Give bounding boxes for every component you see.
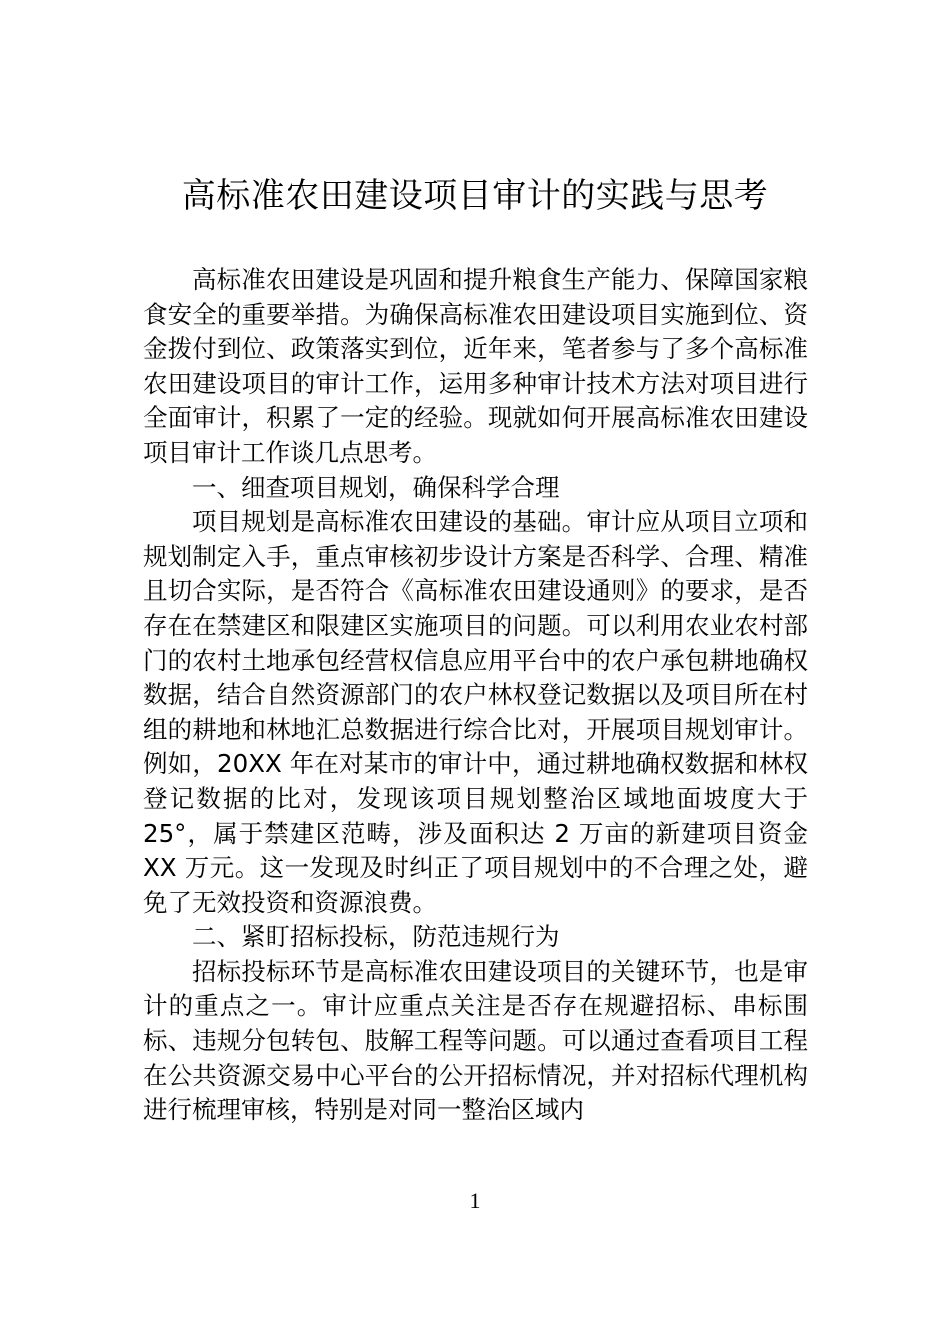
paragraph-section-2: 招标投标环节是高标准农田建设项目的关键环节，也是审计的重点之一。审计应重点关注是否存在规避招标、串标围标、违规分包转包、肢解工程等问题。可以通过查看项目工程在公共资源交易中心平台的公开招标情况，并对招标代理机构进行梳理审核，特别是对同一整治区域内 [143,956,808,1125]
section-heading-1: 一、细查项目规划，确保科学合理 [192,472,560,502]
page-number: 1 [469,1188,481,1213]
document-title: 高标准农田建设项目审计的实践与思考 [181,176,769,216]
document-body [143,263,808,1128]
paragraph-section-1: 项目规划是高标准农田建设的基础。审计应从项目立项和规划制定入手，重点审核初步设计方案是否科学、合理、精准且切合实际，是否符合《高标准农田建设通则》的要求，是否存在在禁建区和限建区实施项目的问题。可以利用农业农村部门的农村土地承包经营权信息应用平台中的农户承包耕地确权数据，结合自然资源部门的农户林权登记数据以及项目所在村组的耕地和林地汇总数据进行综合比对，开展项目规划审计。例如，20XX 年在对某市的审计中，通过耕地确权数据和林权登记数据的比对，发现该项目规划整治区域地面坡度大于 25°，属于禁建区范畴，涉及面积达 2 万亩的新建项目资金 XX 万元。这一发现及时纠正了项目规划中的不合理之处，避免了无效投资和资源浪费。 [143,507,808,917]
section-heading-2: 二、紧盯招标投标，防范违规行为 [192,922,560,952]
paragraph-intro: 高标准农田建设是巩固和提升粮食生产能力、保障国家粮食安全的重要举措。为确保高标准农田建设项目实施到位、资金拨付到位、政策落实到位，近年来，笔者参与了多个高标准农田建设项目的审计工作，运用多种审计技术方法对项目进行全面审计，积累了一定的经验。现就如何开展高标准农田建设项目审计工作谈几点思考。 [143,265,808,467]
